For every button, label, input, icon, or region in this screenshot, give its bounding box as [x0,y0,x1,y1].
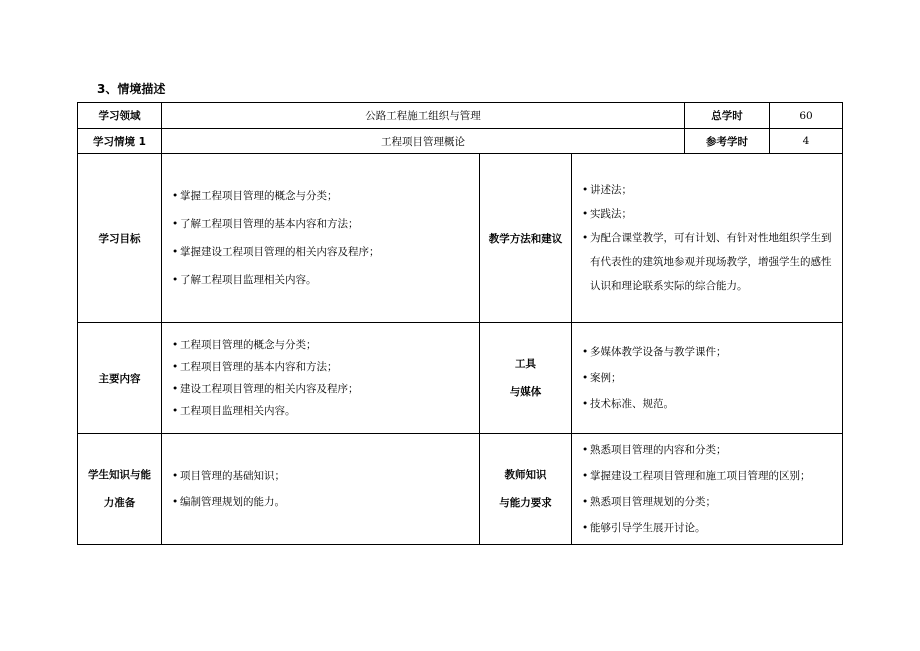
situation-table [77,102,843,545]
list-item: • 讲述法； [582,178,836,202]
list-item: • 工程项目管理的基本内容和方法； [172,356,473,378]
teacher-requirements-label [480,434,572,545]
tools-media-cell [572,323,843,434]
list-item: • 熟悉项目管理的内容和分类； [582,437,836,463]
student-preparation-cell [162,434,480,545]
row-learning-situation [78,129,843,154]
list-item: • 为配合课堂教学，可有计划、有针对性地组织学生到有代表性的建筑地参观并现场教学，增强学生的感性认识和理论联系实际的综合能力。 [582,226,836,298]
student-preparation-list [162,463,479,515]
student-preparation-label [78,434,162,545]
list-item: • 工程项目监理相关内容。 [172,400,473,422]
row-main-content [78,323,843,434]
learning-situation-value: 工程项目管理概论 [162,129,685,154]
teacher-requirements-label-line2: 与能力要求 [499,497,552,509]
list-item: • 项目管理的基础知识； [172,463,473,489]
teaching-method-cell [572,154,843,323]
main-content-label: 主要内容 [78,323,162,434]
learning-field-value: 公路工程施工组织与管理 [162,103,685,129]
list-item: • 了解工程项目管理的基本内容和方法； [172,216,473,232]
teacher-requirements-list [572,437,842,541]
learning-objectives-label: 学习目标 [78,154,162,323]
section-heading: 3、情境描述 [97,82,166,96]
total-hours-value: 60 [770,103,843,129]
row-learning-field [78,103,843,129]
tools-media-label-line1: 工具 [515,358,536,370]
list-item: • 掌握建设工程项目管理和施工项目管理的区别； [582,463,836,489]
main-content-list [162,334,479,422]
list-item: • 技术标准、规范。 [582,391,836,417]
teaching-method-list [572,178,842,298]
teacher-requirements-label-line1: 教师知识 [504,469,547,481]
total-hours-label: 总学时 [685,103,770,129]
learning-field-label: 学习领域 [78,103,162,129]
tools-media-list [572,339,842,417]
tools-media-label-line2: 与媒体 [509,386,542,398]
list-item: • 了解工程项目监理相关内容。 [172,272,473,288]
list-item: • 编制管理规划的能力。 [172,489,473,515]
tools-media-label [480,323,572,434]
teacher-requirements-cell [572,434,843,545]
reference-hours-label: 参考学时 [685,129,770,154]
list-item: • 实践法； [582,202,836,226]
main-content-cell [162,323,480,434]
learning-situation-label: 学习情境 1 [78,129,162,154]
reference-hours-value: 4 [770,129,843,154]
list-item: • 建设工程项目管理的相关内容及程序； [172,378,473,400]
teaching-method-label: 教学方法和建议 [480,154,572,323]
student-preparation-label-line1: 学生知识与能 [88,469,151,481]
learning-objectives-cell [162,154,480,323]
list-item: • 多媒体教学设备与教学课件； [582,339,836,365]
list-item: • 能够引导学生展开讨论。 [582,515,836,541]
row-student-preparation [78,434,843,545]
list-item: • 掌握工程项目管理的概念与分类； [172,188,473,204]
student-preparation-label-line2: 力准备 [103,497,136,509]
list-item: • 熟悉项目管理规划的分类； [582,489,836,515]
learning-objectives-list [162,188,479,288]
list-item: • 案例； [582,365,836,391]
row-learning-objectives [78,154,843,323]
list-item: • 工程项目管理的概念与分类； [172,334,473,356]
list-item: • 掌握建设工程项目管理的相关内容及程序； [172,244,473,260]
